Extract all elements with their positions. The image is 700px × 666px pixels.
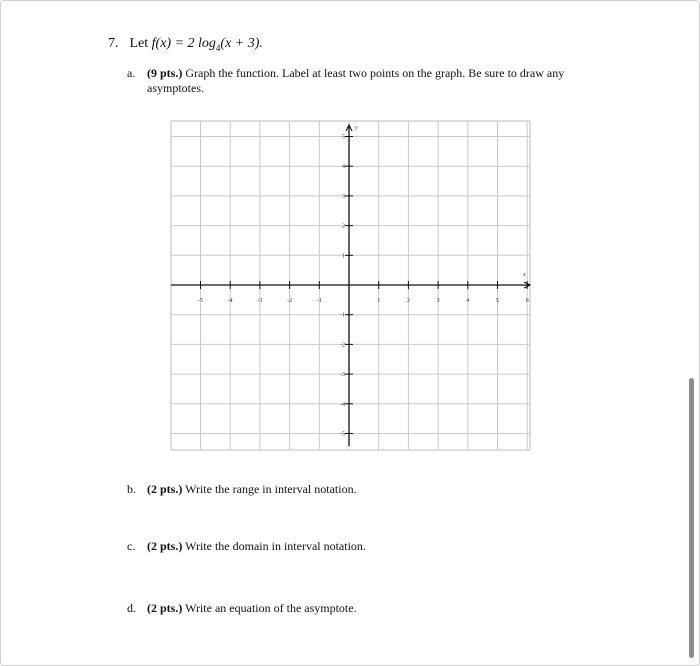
part-c-text: Write the domain in interval notation. — [182, 539, 366, 553]
part-b-text: Write the range in interval notation. — [182, 482, 357, 496]
question-prefix: Let — [129, 36, 152, 51]
x-tick-label: -3 — [257, 298, 263, 304]
x-tick-label: 4 — [466, 298, 470, 304]
x-tick-label: 6 — [525, 298, 529, 304]
y-tick-label: -3 — [340, 372, 345, 379]
x-tick-label: 5 — [496, 298, 499, 304]
x-tick-label: 1 — [377, 298, 381, 304]
part-c-label: c. — [127, 539, 136, 553]
y-tick-label: 5 — [342, 134, 345, 141]
log-base: 4 — [215, 42, 221, 53]
part-b-label: b. — [127, 482, 136, 496]
part-a-label: a. — [127, 66, 136, 80]
x-tick-label: -4 — [227, 298, 233, 304]
y-tick-label: 1 — [342, 253, 345, 260]
part-d-points: (2 pts.) — [147, 601, 183, 615]
y-tick-label: 4 — [342, 164, 345, 171]
x-tick-label: -1 — [316, 298, 322, 304]
y-tick-label: 2 — [342, 223, 345, 230]
y-axis-label: y — [355, 125, 358, 131]
part-a-points: (9 pts.) — [147, 66, 183, 80]
function-argument: (x + 3). — [220, 36, 263, 51]
part-d-label: d. — [127, 601, 136, 615]
x-axis-label: x — [523, 272, 526, 278]
function-expression: f(x) = 2 log — [151, 36, 216, 51]
y-tick-label: 3 — [342, 193, 345, 200]
y-tick-label: -5 — [340, 431, 345, 438]
y-tick-label: -1 — [340, 312, 345, 319]
part-b-points: (2 pts.) — [147, 482, 183, 496]
y-tick-label: -4 — [340, 401, 345, 408]
part-c-points: (2 pts.) — [147, 539, 183, 553]
x-tick-label: -5 — [198, 298, 203, 304]
part-d-text: Write an equation of the asymptote. — [182, 601, 357, 615]
x-tick-label: 3 — [436, 298, 440, 304]
part-a-text: Graph the function. Label at least two points on the graph. Be sure to draw any asymptotes. — [147, 66, 565, 95]
question-number: 7. — [108, 36, 119, 51]
x-tick-label: -2 — [287, 298, 293, 304]
x-tick-label: 2 — [406, 298, 410, 304]
y-tick-label: -2 — [340, 342, 345, 349]
